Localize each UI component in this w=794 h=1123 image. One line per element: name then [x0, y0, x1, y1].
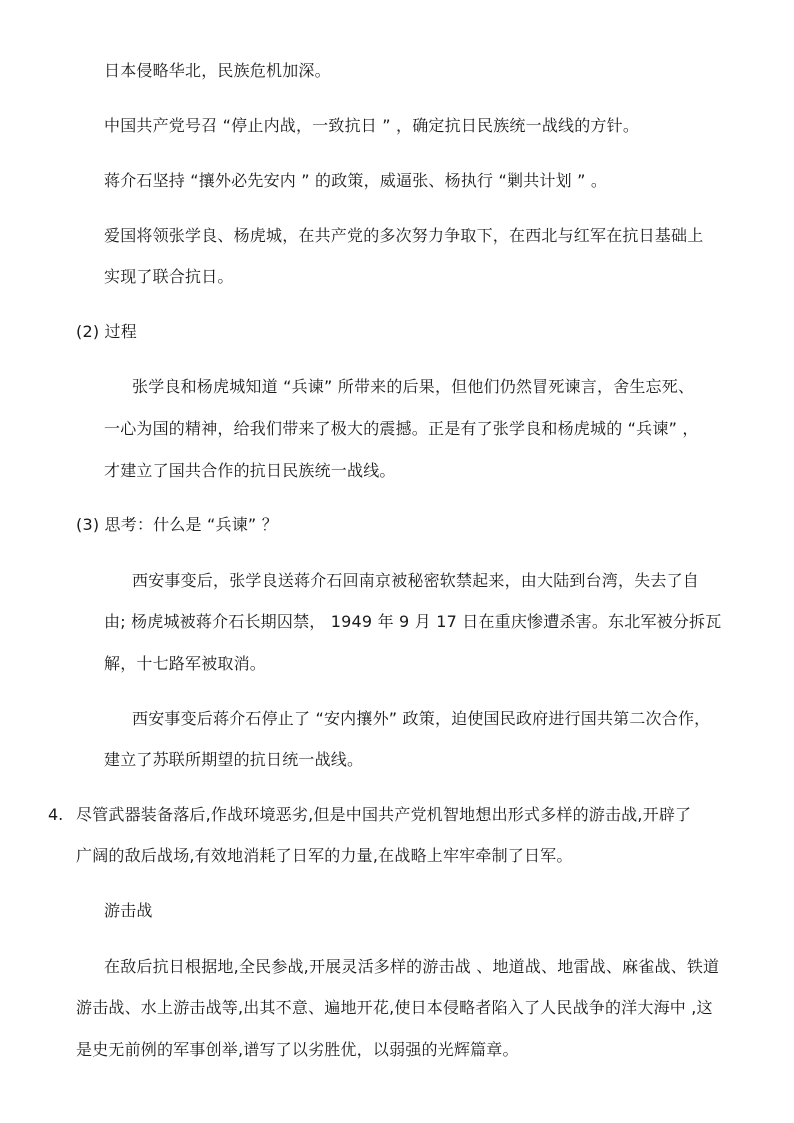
paragraph-line-base-areas-3: 是史无前例的军事创举,谱写了以劣胜优，以弱强的光辉篇章。 — [76, 1040, 519, 1059]
paragraph-line-huabei: 日本侵略华北，民族危机加深。 — [104, 61, 331, 80]
paragraph-line-bingjian-1: 张学良和杨虎城知道 “兵谏” 所带来的后果，但他们仍然冒死谏言，舍生忘死、 — [132, 377, 695, 396]
section-heading-process: (2) 过程 — [76, 322, 137, 341]
paragraph-line-policy-change-2: 建立了苏联所期望的抗日统一战线。 — [104, 750, 364, 769]
paragraph-line-chiang-policy: 蒋介石坚持 “攘外必先安内 ” 的政策，威逼张、杨执行 “剿共计划 ” 。 — [104, 171, 608, 190]
section-heading-thinking: (3) 思考：什么是 “兵谏” ？ — [76, 515, 278, 534]
paragraph-line-policy-change-1: 西安事变后蒋介石停止了 “安内攘外” 政策，迫使国民政府进行国共第二次合作， — [132, 709, 711, 728]
subheading-guerrilla-warfare: 游击战 — [104, 901, 153, 920]
paragraph-line-aftermath-1: 西安事变后，张学良送蒋介石回南京被秘密软禁起来，由大陆到台湾，失去了自 — [132, 571, 700, 590]
paragraph-line-patriotic-generals: 爱国将领张学良、杨虎城，在共产党的多次努力争取下，在西北与红军在抗日基础上 — [104, 226, 704, 245]
paragraph-line-joint-resistance: 实现了联合抗日。 — [104, 267, 234, 286]
paragraph-line-guerrilla-1: 尽管武器装备落后,作战环境恶劣,但是中国共产党机智地想出形式多样的游击战,开辟了 — [76, 805, 692, 824]
paragraph-line-ccp-call: 中国共产党号召 “停止内战，一致抗日 ” ，确定抗日民族统一战线的方针。 — [104, 116, 640, 135]
paragraph-line-bingjian-3: 才建立了国共合作的抗日民族统一战线。 — [104, 461, 396, 480]
paragraph-line-base-areas-2: 游击战、水上游击战等,出其不意、遍地开花,使日本侵略者陷入了人民战争的洋大海中 ,这 — [76, 998, 713, 1017]
paragraph-line-guerrilla-2: 广阔的敌后战场,有效地消耗了日军的力量,在战略上牢牢牵制了日军。 — [76, 846, 573, 865]
list-number-4: 4. — [48, 805, 64, 824]
paragraph-line-aftermath-2: 由; 杨虎城被蒋介石长期囚禁， 1949 年 9 月 17 日在重庆惨遭杀害。东北军被分拆瓦 — [104, 612, 722, 631]
paragraph-line-bingjian-2: 一心为国的精神，给我们带来了极大的震撼。正是有了张学良和杨虎城的 “兵谏” ， — [104, 419, 699, 438]
paragraph-line-aftermath-3: 解，十七路军被取消。 — [104, 654, 267, 673]
paragraph-line-base-areas-1: 在敌后抗日根据地,全民参战,开展灵活多样的游击战 、地道战、地雷战、麻雀战、铁道 — [104, 957, 720, 976]
